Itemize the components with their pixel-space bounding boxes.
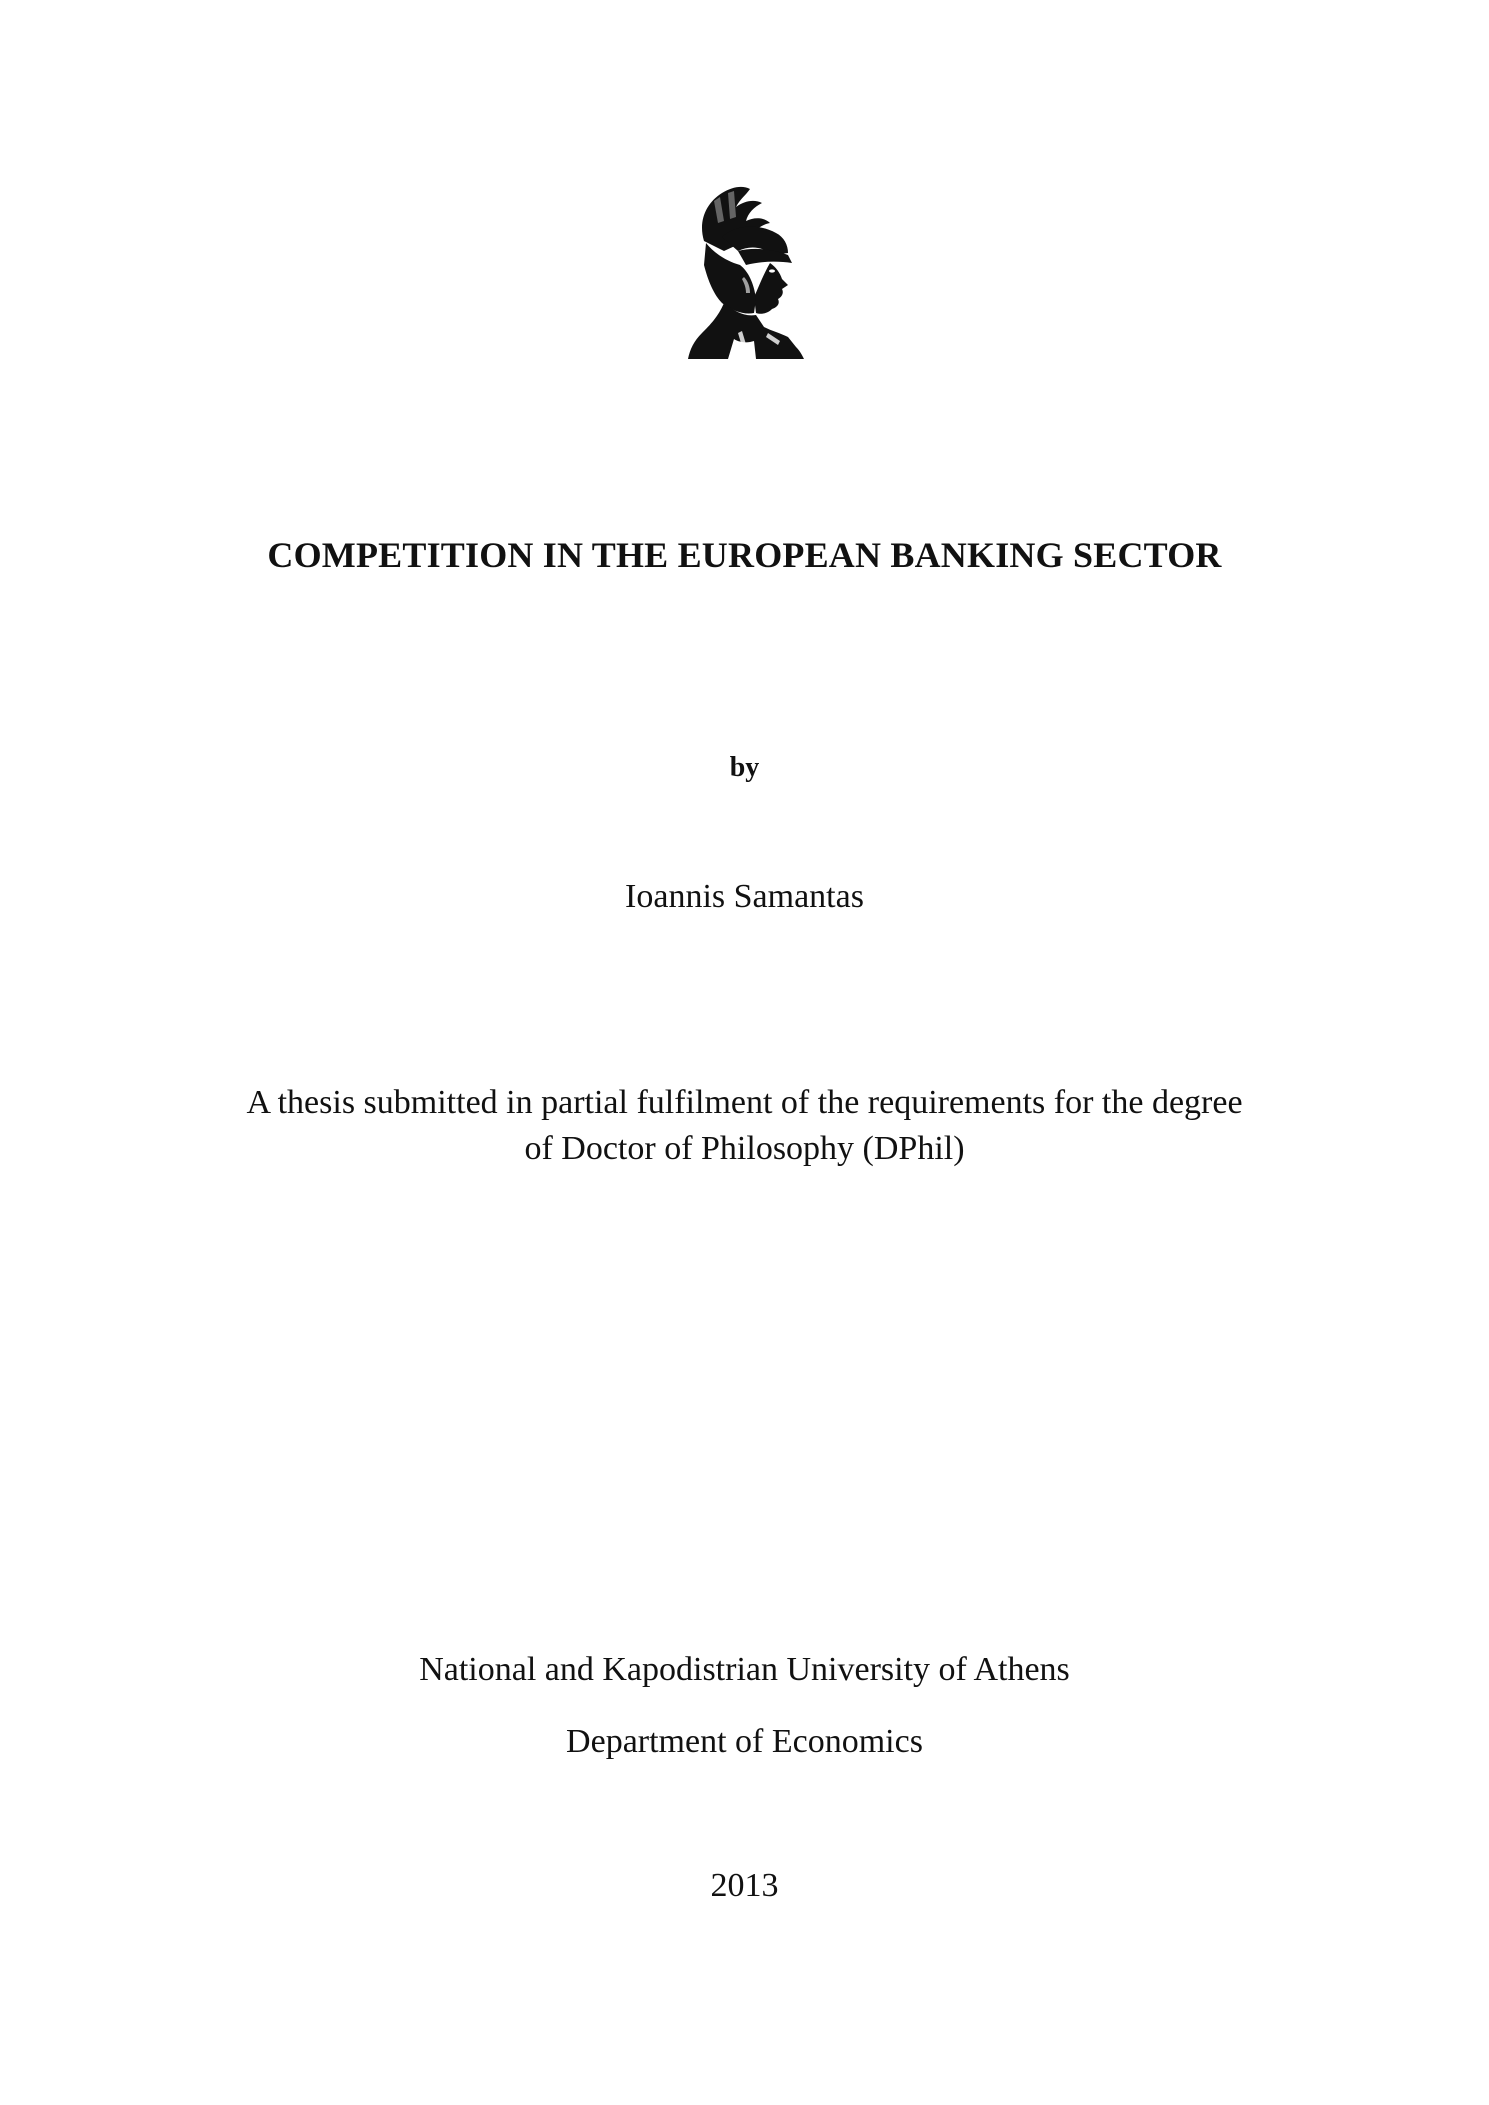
author-name: Ioannis Samantas <box>625 878 864 915</box>
thesis-title: COMPETITION IN THE EUROPEAN BANKING SECTOR <box>267 535 1222 575</box>
department-name: Department of Economics <box>566 1723 923 1760</box>
degree-statement-line-1: A thesis submitted in partial fulfilment of the requirements for the degree <box>246 1084 1243 1121</box>
degree-statement <box>0 1080 1489 1172</box>
athena-emblem-icon <box>684 181 806 361</box>
degree-statement-line-2: of Doctor of Philosophy (DPhil) <box>524 1130 965 1167</box>
by-label: by <box>729 752 760 783</box>
university-name: National and Kapodistrian University of Athens <box>419 1651 1070 1688</box>
submission-year: 2013 <box>710 1867 779 1904</box>
